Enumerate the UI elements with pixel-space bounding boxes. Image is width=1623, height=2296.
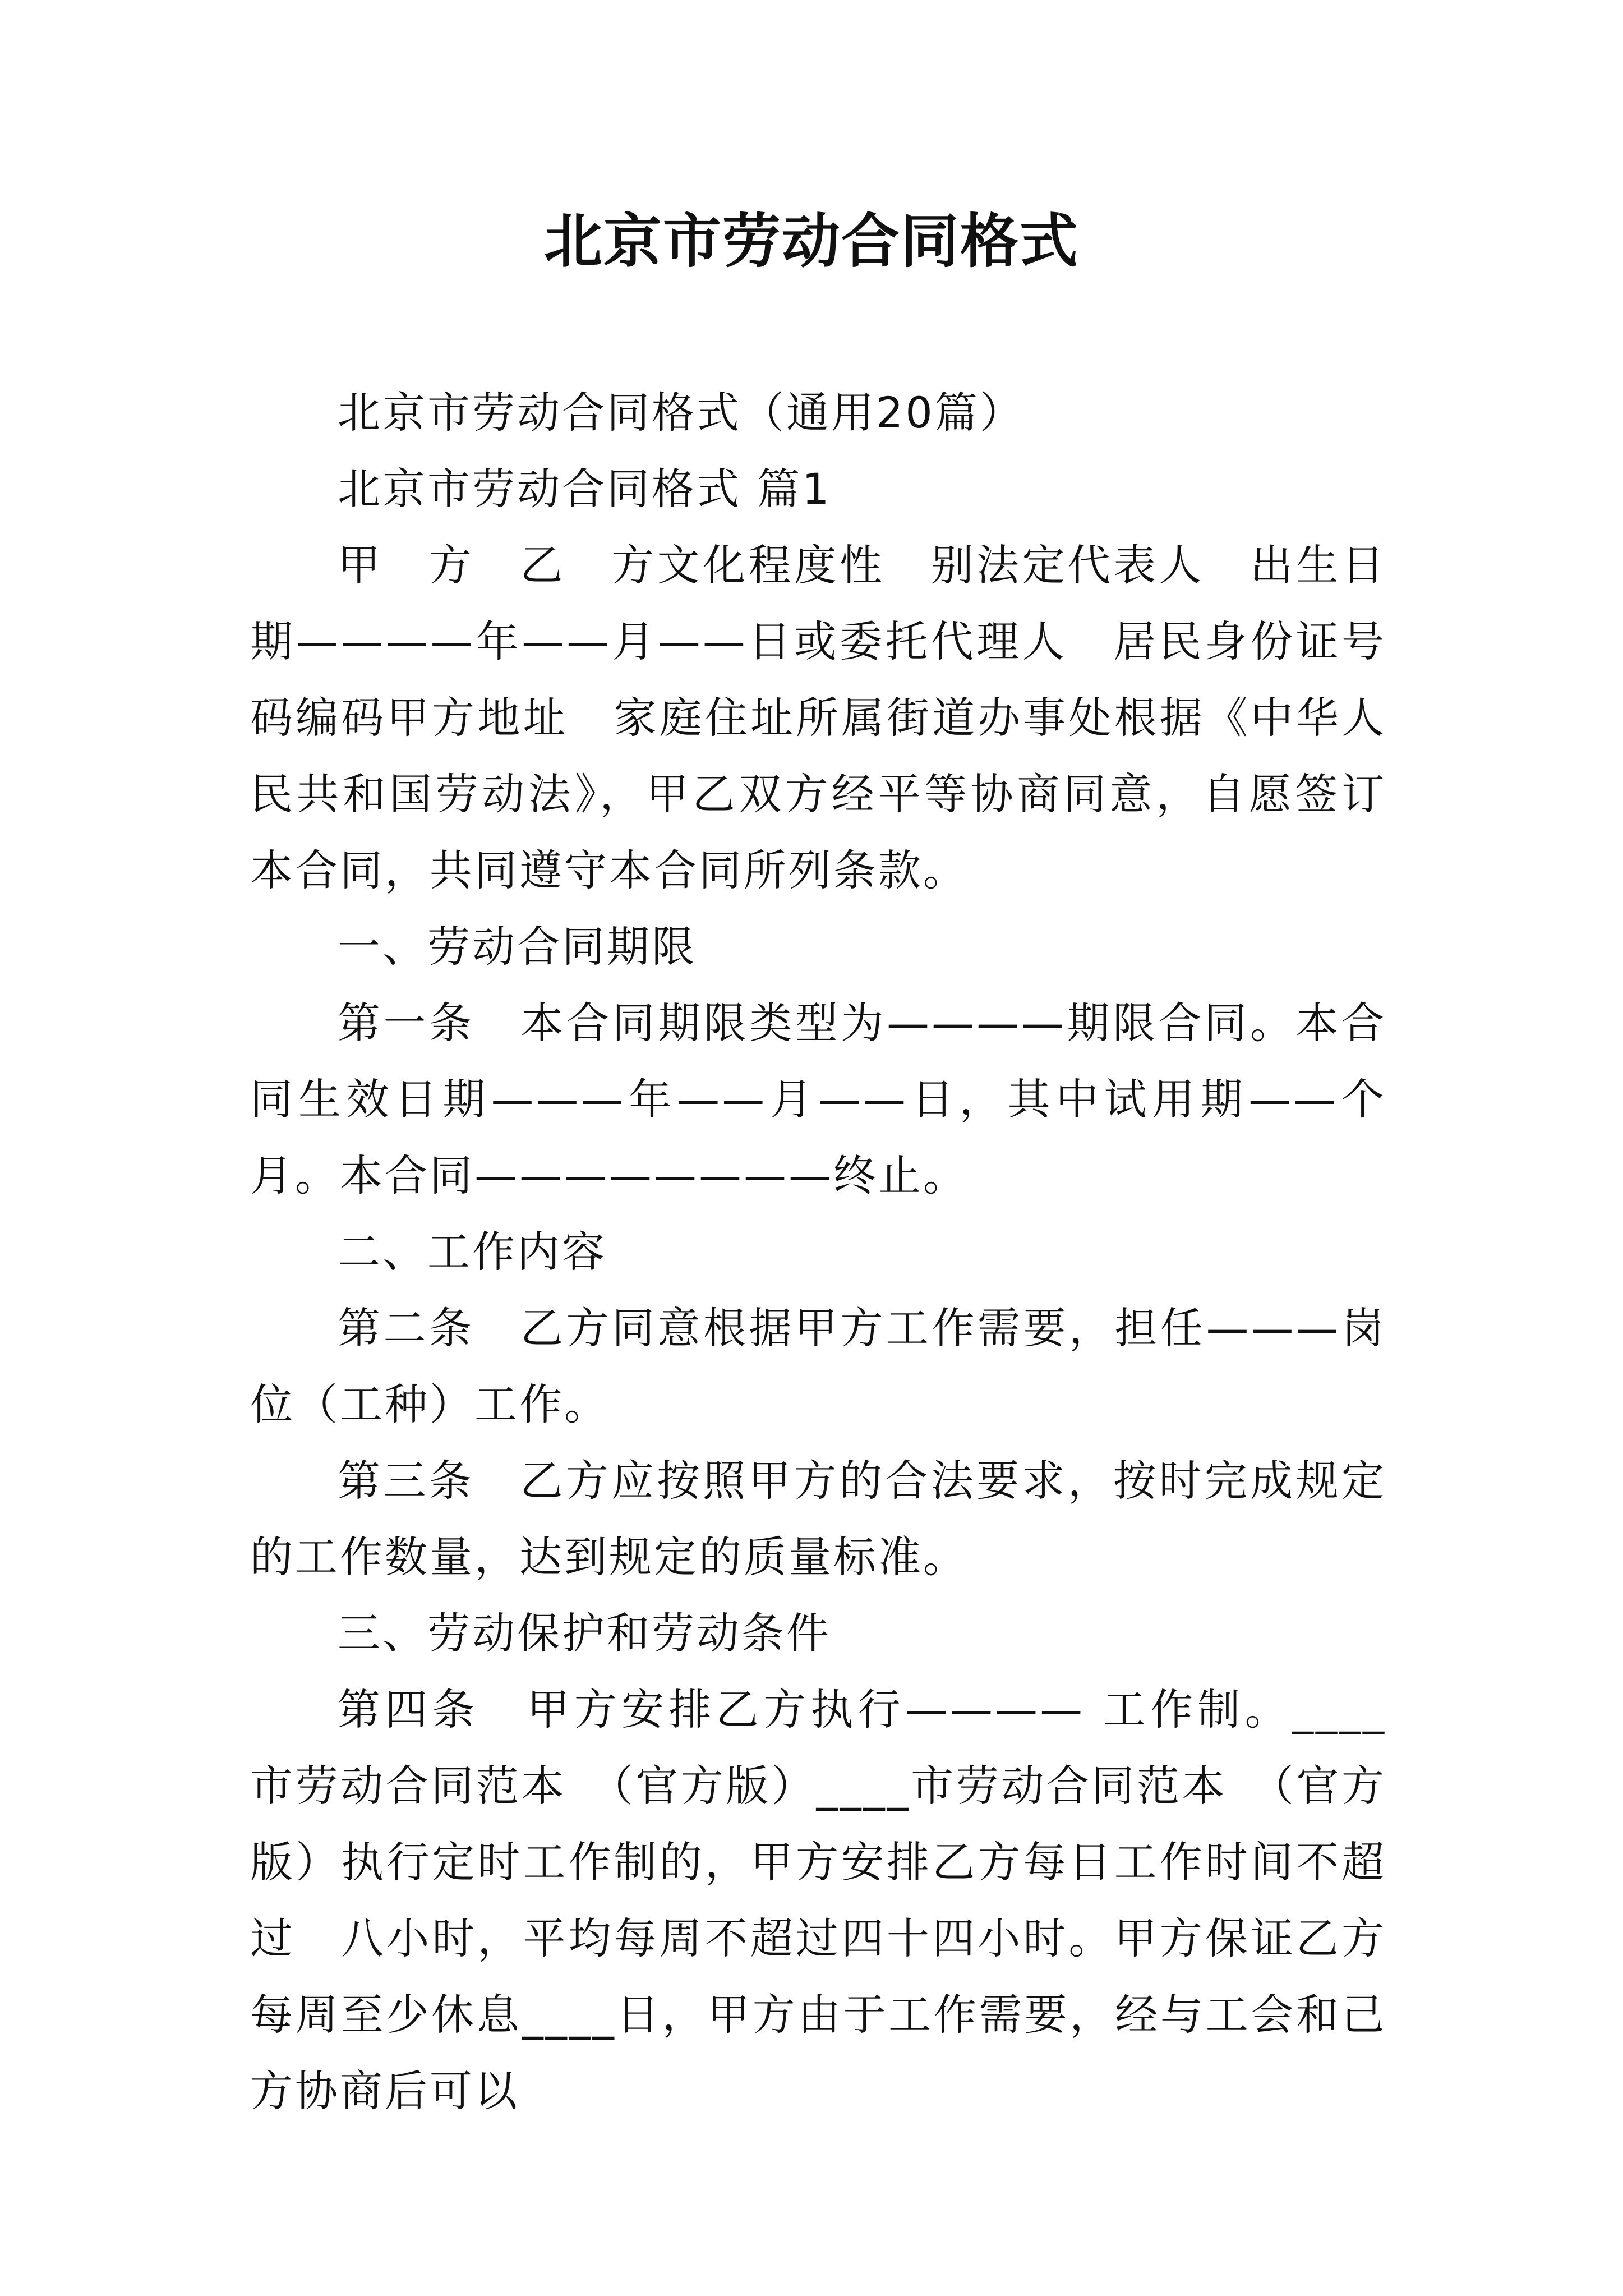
- paragraph-heading-term: 一、劳动合同期限: [338, 922, 697, 972]
- paragraph-article-1: 第一条 本合同期限类型为————期限合同。本合同生效日期———年——月——日，其中试用期——个月。本合同————————终止。: [250, 998, 1386, 1200]
- paragraph-article-4: 第四条 甲方安排乙方执行———— 工作制。____市劳动合同范本 （官方版）____市劳动合同范本 （官方版）执行定时工作制的，甲方安排乙方每日工作时间不超过 八小时，平均每周不超过四十四小时。甲方保证乙方每周至少休息____日，甲方由于工作需要，经与工会和己方协商后可以: [250, 1685, 1386, 2116]
- paragraph-heading-work: 二、工作内容: [338, 1227, 607, 1277]
- paragraph-section-heading: 北京市劳动合同格式 篇1: [338, 464, 832, 514]
- document-body: [250, 375, 1386, 2129]
- paragraph-heading-protection: 三、劳动保护和劳动条件: [338, 1608, 831, 1658]
- document-title: 北京市劳动合同格式: [543, 206, 1079, 275]
- paragraph-article-2: 第二条 乙方同意根据甲方工作需要，担任———岗位（工种）工作。: [250, 1303, 1386, 1429]
- paragraph-article-3: 第三条 乙方应按照甲方的合法要求，按时完成规定的工作数量，达到规定的质量标准。: [250, 1456, 1386, 1582]
- paragraph-subtitle: 北京市劳动合同格式（通用20篇）: [338, 388, 1025, 438]
- paragraph-parties: 甲 方 乙 方文化程度性 别法定代表人 出生日期————年——月——日或委托代理人 居民身份证号码编码甲方地址 家庭住址所属街道办事处根据《中华人民共和国劳动法》，甲乙双方经平等协商同意，自愿签订本合同，共同遵守本合同所列条款。: [250, 540, 1386, 895]
